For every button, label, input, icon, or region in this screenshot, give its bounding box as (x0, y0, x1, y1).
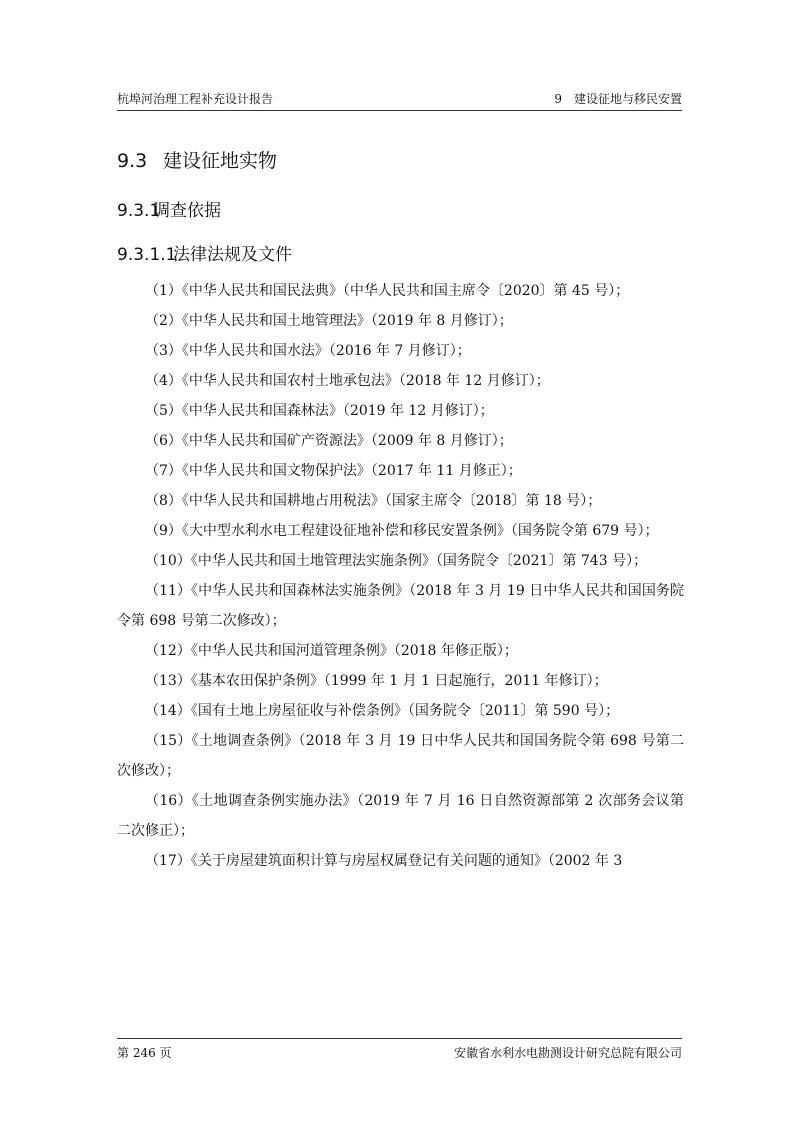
list-item: （13）《基本农田保护条例》（1999 年 1 月 1 日起施行，2011 年修订）； (145, 673, 608, 689)
section-heading (117, 146, 684, 176)
list-item: （14）《国有土地上房屋征收与补偿条例》（国务院令〔2011〕第 590 号）； (145, 703, 620, 719)
list-item: （9）《大中型水利水电工程建设征地补偿和移民安置条例》（国务院令第 679 号）； (145, 523, 659, 539)
page-header (117, 86, 682, 111)
subsubsection-number: 9.3.1.1 (117, 245, 177, 265)
page-footer (117, 1038, 682, 1063)
list-item: （8）《中华人民共和国耕地占用税法》（国家主席令〔2018〕第 18 号）； (145, 493, 602, 509)
header-chapter-title: 9 建设征地与移民安置 (554, 92, 682, 106)
list-item: （17）《关于房屋建筑面积计算与房屋权属登记有关问题的通知》（2002 年 3 (145, 853, 623, 869)
regulation-list (117, 276, 684, 876)
list-item: （10）《中华人民共和国土地管理法实施条例》（国务院令〔2021〕第 743 号）； (145, 553, 648, 569)
list-item: （6）《中华人民共和国矿产资源法》（2009 年 8 月修订）； (145, 433, 513, 449)
page-number: 第 246 页 (117, 1046, 172, 1060)
list-item: （3）《中华人民共和国水法》（2016 年 7 月修订）； (145, 343, 471, 359)
section-title: 建设征地实物 (163, 150, 278, 172)
subsubsection-title: 法律法规及文件 (173, 245, 292, 265)
list-item: （16）《土地调查条例实施办法》（2019 年 7 月 16 日自然资源部第 2 次部务会议第二次修正）； (117, 793, 684, 839)
list-item: （7）《中华人民共和国文物保护法》（2017 年 11 月修正）； (145, 463, 522, 479)
page-content (117, 146, 684, 876)
subsubsection-heading (117, 242, 684, 268)
header-document-title: 杭埠河治理工程补充设计报告 (117, 92, 274, 106)
subsection-title: 调查依据 (153, 201, 221, 221)
section-number: 9.3 (117, 150, 148, 172)
list-item: （11）《中华人民共和国森林法实施条例》（2018 年 3 月 19 日中华人民共和国国务院令第 698 号第二次修改）； (117, 583, 684, 629)
subsection-heading (117, 198, 684, 224)
list-item: （15）《土地调查条例》（2018 年 3 月 19 日中华人民共和国国务院令第 698 号第二次修改）； (117, 733, 684, 779)
footer-organization: 安徽省水利水电勘测设计研究总院有限公司 (453, 1046, 682, 1060)
list-item: （1）《中华人民共和国民法典》（中华人民共和国主席令〔2020〕第 45 号）； (145, 283, 630, 299)
list-item: （5）《中华人民共和国森林法》（2019 年 12 月修订）； (145, 403, 494, 419)
list-item: （4）《中华人民共和国农村土地承包法》（2018 年 12 月修订）； (145, 373, 550, 389)
list-item: （2）《中华人民共和国土地管理法》（2019 年 8 月修订）； (145, 313, 513, 329)
list-item: （12）《中华人民共和国河道管理条例》（2018 年修正版）； (145, 643, 518, 659)
subsection-number: 9.3.1 (117, 201, 161, 221)
